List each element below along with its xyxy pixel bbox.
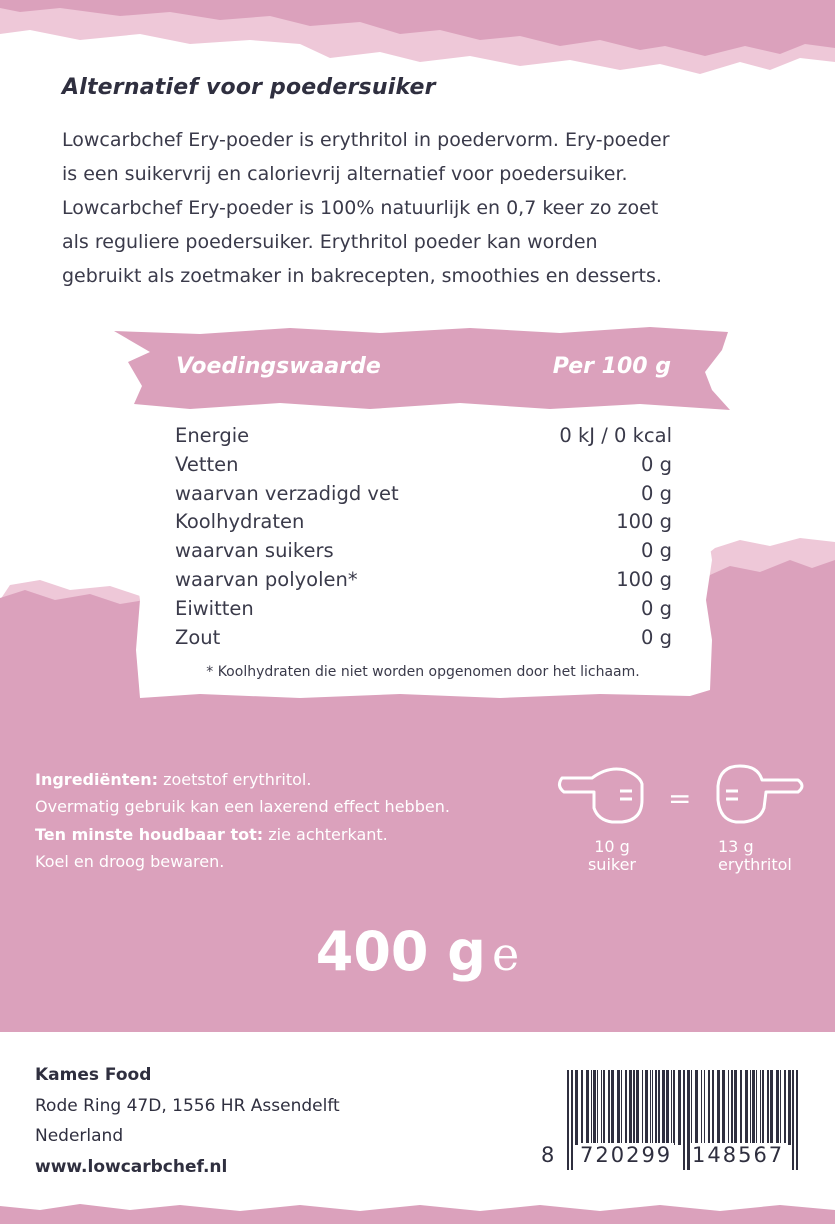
barcode-bar [704, 1070, 705, 1145]
company-website[interactable]: www.lowcarbchef.nl [35, 1156, 228, 1177]
barcode-bar [673, 1070, 675, 1145]
nutrition-value: 0 g [641, 481, 672, 505]
erythritol-amount: 13 g [718, 837, 754, 856]
barcode-bar [625, 1070, 627, 1145]
barcode-bar [591, 1070, 592, 1145]
barcode-bar [776, 1070, 779, 1145]
barcode-bar [708, 1070, 710, 1145]
barcode-bar [695, 1070, 698, 1145]
erythritol-name: erythritol [718, 855, 792, 874]
nutrition-row [175, 595, 672, 624]
nutrition-header-label: Voedingswaarde [176, 354, 381, 379]
barcode-bar [734, 1070, 737, 1145]
ingredients-line [35, 766, 450, 793]
nutrition-row [175, 451, 672, 480]
barcode-bar [597, 1070, 598, 1145]
nutrition-value: 100 g [616, 510, 672, 534]
barcode-bar [658, 1070, 660, 1145]
nutrition-row [175, 537, 672, 566]
nutrition-label: waarvan suikers [175, 539, 334, 563]
barcode-bar [629, 1070, 632, 1145]
intro-line: gebruikt als zoetmaker in bakrecepten, smoothies en desserts. [62, 265, 662, 287]
estimated-sign: e [491, 927, 520, 981]
barcode-bar [571, 1070, 573, 1170]
nutrition-value: 100 g [616, 567, 672, 591]
barcode-bar [603, 1070, 605, 1145]
barcode-bar [581, 1070, 583, 1145]
barcode-group-right: 148567 [692, 1143, 785, 1167]
net-weight-value: 400 g [315, 920, 486, 983]
barcode-bar [760, 1070, 761, 1145]
barcode-bar [752, 1070, 755, 1145]
barcode-bar [756, 1070, 757, 1145]
barcode-bar [745, 1070, 748, 1145]
barcode-bar [601, 1070, 602, 1145]
barcode-bar [608, 1070, 610, 1145]
barcode-bar [701, 1070, 702, 1145]
barcode-bar [636, 1070, 639, 1145]
intro-line: als reguliere poedersuiker. Erythritol poeder kan worden [62, 231, 598, 253]
nutrition-label: Zout [175, 625, 221, 649]
footer-bottom-band [0, 1204, 835, 1224]
nutrition-label: Koolhydraten [175, 510, 305, 534]
net-weight [0, 920, 835, 983]
barcode-bar [642, 1070, 643, 1145]
best-before-value: zie achterkant. [263, 824, 388, 844]
nutrition-value: 0 g [641, 539, 672, 563]
barcode-bar [740, 1070, 742, 1145]
barcode-bar [731, 1070, 733, 1145]
barcode-bar [788, 1070, 791, 1145]
erythritol-label [712, 838, 816, 874]
sugar-amount: 10 g [594, 837, 630, 856]
barcode-bar [784, 1070, 786, 1145]
intro-line: Lowcarbchef Ery-poeder is 100% natuurlijk en 0,7 keer zo zoet [62, 197, 659, 219]
intro-title: Alternatief voor poedersuiker [62, 75, 436, 100]
nutrition-label: waarvan polyolen* [175, 567, 358, 591]
nutrition-label: Energie [175, 424, 250, 447]
nutrition-label: Eiwitten [175, 596, 254, 620]
company-country: Nederland [35, 1126, 124, 1146]
nutrition-header-per: Per 100 g [552, 354, 671, 379]
barcode-bar [796, 1070, 798, 1170]
product-info [35, 766, 450, 875]
storage-line: Koel en droog bewaren. [35, 851, 225, 871]
bottom-band-edge [0, 1024, 835, 1030]
nutrition-row [175, 566, 672, 595]
company-address: Rode Ring 47D, 1556 HR Assendelft [35, 1095, 340, 1116]
nutrition-value: 0 g [641, 452, 672, 476]
sugar-name: suiker [587, 855, 637, 874]
barcode-bar [722, 1070, 725, 1145]
barcode-bar [717, 1070, 720, 1145]
best-before-label: Ten minste houdbaar tot: [35, 824, 264, 844]
barcode-bar [650, 1070, 651, 1145]
barcode-group-left: 720299 [580, 1143, 673, 1167]
barcode-bar [683, 1070, 685, 1170]
best-before-line [35, 821, 450, 848]
barcode-bar [593, 1070, 596, 1145]
nutrition-value: 0 kJ / 0 kcal [559, 424, 672, 447]
nutrition-table [175, 422, 672, 652]
sugar-label [572, 838, 652, 874]
barcode-bar [780, 1070, 781, 1145]
barcode-bar [652, 1070, 653, 1145]
nutrition-value: 0 g [641, 625, 672, 649]
nutrition-label: Vetten [175, 452, 239, 476]
ingredients-label: Ingrediënten: [35, 770, 159, 789]
barcode-bar [750, 1070, 751, 1145]
barcode-bar [792, 1070, 794, 1170]
intro-line: Lowcarbchef Ery-poeder is erythritol in poedervorm. Ery-poeder [62, 129, 670, 151]
barcode-bar [728, 1070, 729, 1145]
barcode-bar [678, 1070, 681, 1145]
nutrition-label: waarvan verzadigd vet [175, 481, 399, 505]
nutrition-row [175, 508, 672, 537]
barcode-bar [567, 1070, 569, 1170]
barcode-bar [617, 1070, 620, 1145]
barcode-bar [770, 1070, 773, 1145]
barcode-bar [762, 1070, 764, 1145]
barcode-bar [621, 1070, 622, 1145]
nutrition-row [175, 422, 672, 451]
barcode-bar [611, 1070, 614, 1145]
nutrition-value: 0 g [641, 596, 672, 620]
company-info [35, 1060, 340, 1182]
ingredients-value: zoetstof erythritol. [158, 770, 312, 789]
nutrition-footnote: * Koolhydraten die niet worden opgenomen door het lichaam. [206, 664, 640, 680]
barcode-bar [767, 1070, 769, 1145]
nutrition-row [175, 624, 672, 653]
barcode-bar [633, 1070, 635, 1145]
barcode-bar [655, 1070, 657, 1145]
nutrition-row [175, 480, 672, 509]
barcode-bar [691, 1070, 692, 1145]
intro-line: is een suikervrij en calorievrij alternatief voor poedersuiker. [62, 163, 628, 185]
equals-sign: = [668, 782, 692, 815]
barcode-bar [586, 1070, 589, 1145]
barcode-bar [645, 1070, 648, 1145]
barcode-bar [666, 1070, 669, 1145]
barcode-bar [575, 1070, 578, 1145]
barcode-first-digit: 8 [541, 1143, 557, 1167]
barcode-bar [712, 1070, 714, 1145]
barcode-bar [671, 1070, 672, 1145]
warning-line: Overmatig gebruik kan een laxerend effect hebben. [35, 797, 450, 817]
company-name: Kames Food [35, 1065, 152, 1085]
barcode-bar [662, 1070, 665, 1145]
intro-body [62, 123, 802, 293]
